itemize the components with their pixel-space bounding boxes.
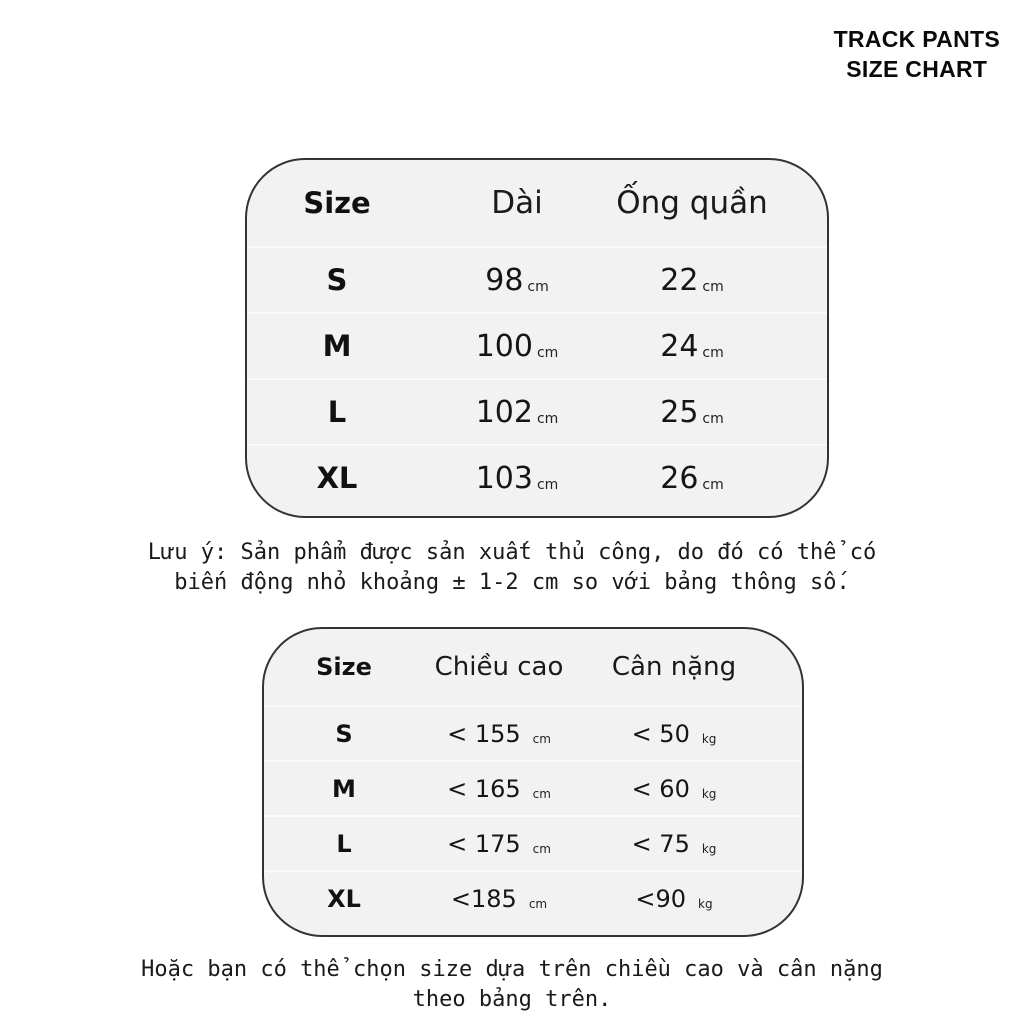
- unit-label: cm: [532, 786, 551, 801]
- unit-label: kg: [701, 841, 717, 856]
- table-row: [247, 246, 827, 312]
- size-cell: M: [332, 774, 356, 803]
- table-row: [264, 705, 802, 760]
- length-value: 100: [475, 328, 533, 364]
- height-value: < 175: [447, 829, 521, 858]
- unit-label: cm: [536, 345, 559, 361]
- length-value: 102: [475, 394, 533, 430]
- height-value: < 155: [447, 719, 521, 748]
- length-cell: [452, 314, 582, 378]
- unit-label: cm: [532, 841, 551, 856]
- unit-label: kg: [701, 786, 717, 801]
- length-cell: [452, 248, 582, 312]
- note-line: Lưu ý: Sản phẩm được sản xuất thủ công, do đó có thể có: [147, 540, 877, 565]
- weight-cell: [594, 817, 754, 870]
- title-line-2: SIZE CHART: [846, 56, 988, 82]
- leg-cell: [597, 248, 787, 312]
- unit-label: cm: [702, 477, 724, 493]
- unit-label: cm: [536, 477, 559, 493]
- weight-cell: [594, 872, 754, 925]
- unit-label: cm: [532, 731, 551, 746]
- table-row: [247, 312, 827, 378]
- leg-value: 24: [660, 328, 699, 364]
- height-value: < 165: [447, 774, 521, 803]
- header-size: Size: [316, 653, 372, 681]
- title-line-1: TRACK PANTS: [833, 26, 1000, 52]
- leg-cell: [597, 380, 787, 444]
- unit-label: cm: [528, 896, 548, 911]
- table-row: [264, 760, 802, 815]
- size-cell: XL: [316, 461, 358, 495]
- leg-value: 26: [660, 460, 699, 496]
- table-row: [247, 444, 827, 510]
- unit-label: kg: [701, 731, 717, 746]
- unit-label: cm: [702, 279, 724, 295]
- unit-label: cm: [702, 345, 724, 361]
- note-line: biến động nhỏ khoảng ± 1-2 cm so với bảng thông số.: [174, 570, 850, 595]
- weight-cell: [594, 762, 754, 815]
- height-cell: [419, 762, 579, 815]
- length-size-table: [245, 158, 829, 518]
- header-height: Chiều cao: [434, 652, 564, 682]
- leg-cell: [597, 446, 787, 510]
- length-value: 103: [475, 460, 533, 496]
- length-cell: [452, 446, 582, 510]
- header-weight: Cân nặng: [611, 652, 737, 682]
- leg-cell: [597, 314, 787, 378]
- unit-label: kg: [698, 896, 713, 911]
- weight-value: <90: [635, 884, 687, 913]
- table-row: [264, 870, 802, 925]
- body-size-table: [262, 627, 804, 937]
- size-cell: M: [322, 329, 352, 363]
- leg-value: 25: [660, 394, 699, 430]
- height-cell: [419, 707, 579, 760]
- table-row: [247, 378, 827, 444]
- height-value: <185: [450, 884, 517, 913]
- table-row: [264, 815, 802, 870]
- length-cell: [452, 380, 582, 444]
- height-cell: [419, 817, 579, 870]
- size-cell: S: [335, 719, 353, 748]
- size-cell: S: [326, 263, 348, 297]
- size-cell: L: [336, 829, 352, 858]
- table-header-row: [264, 629, 802, 705]
- weight-value: < 75: [631, 829, 690, 858]
- length-value: 98: [485, 262, 524, 298]
- header-size: Size: [303, 186, 371, 220]
- weight-cell: [594, 707, 754, 760]
- size-cell: XL: [327, 884, 361, 913]
- unit-label: cm: [536, 411, 559, 427]
- table-header-row: [247, 160, 827, 246]
- unit-label: cm: [702, 411, 724, 427]
- note-line: theo bảng trên.: [412, 987, 612, 1012]
- weight-value: < 60: [631, 774, 690, 803]
- handmade-tolerance-note: [0, 538, 1024, 598]
- unit-label: cm: [527, 279, 549, 295]
- weight-value: < 50: [631, 719, 690, 748]
- leg-value: 22: [660, 262, 699, 298]
- header-length: Dài: [491, 185, 543, 221]
- note-line: Hoặc bạn có thể chọn size dựa trên chiều cao và cân nặng: [141, 957, 883, 982]
- height-cell: [419, 872, 579, 925]
- size-selection-note: [0, 955, 1024, 1015]
- header-leg-opening: Ống quần: [616, 185, 768, 221]
- page-title: [834, 24, 1000, 84]
- size-cell: L: [327, 395, 347, 429]
